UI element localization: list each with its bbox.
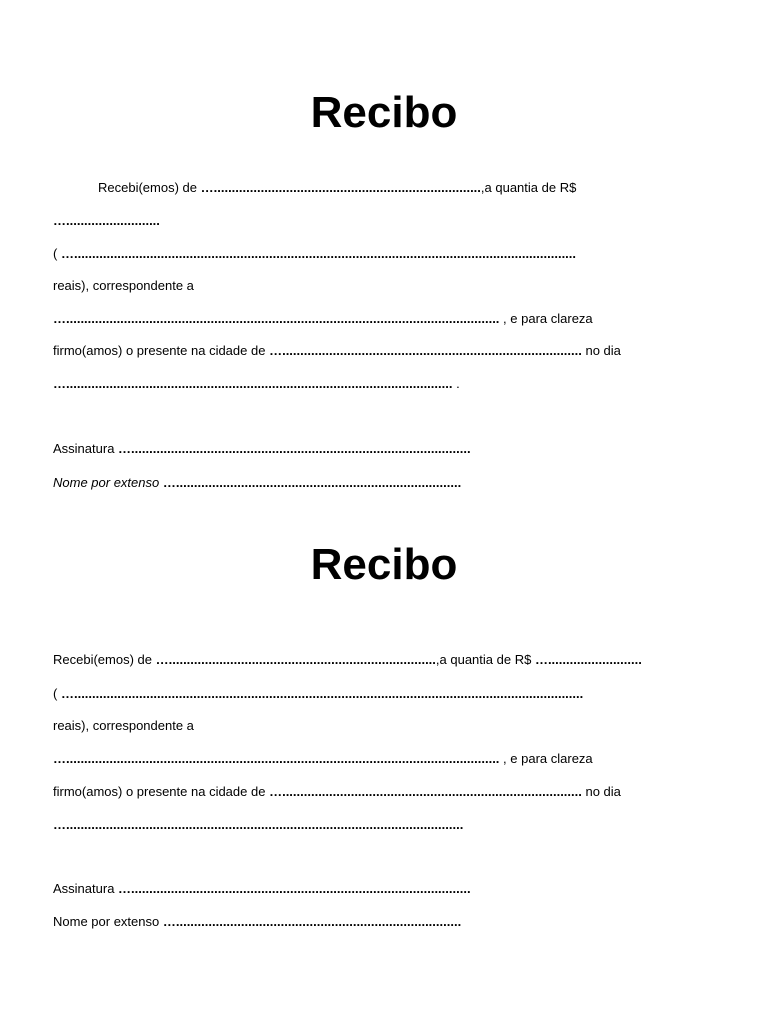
open-paren: ( <box>53 686 58 701</box>
period: . <box>456 376 460 391</box>
purpose-blank[interactable]: …........................................................................................................................ <box>53 311 500 326</box>
city-blank[interactable]: …................................................................................... <box>269 343 582 358</box>
receipt-2-title: Recibo <box>310 540 458 589</box>
receipt-1-line-7 <box>53 376 460 392</box>
receipt-2-line-3 <box>53 686 583 702</box>
receipt-1-line-2 <box>53 213 160 229</box>
amount-label: ,a quantia de R$ <box>480 180 577 195</box>
amount-blank[interactable]: ….......................... <box>53 213 160 228</box>
name-label: Nome por extenso <box>53 914 160 929</box>
receipt-2-signature <box>53 881 471 897</box>
amount-blank[interactable]: ….......................... <box>534 652 642 667</box>
amount-label: ,a quantia de R$ <box>435 652 532 667</box>
clarity-text: , e para clareza <box>503 311 593 326</box>
receipt-1-signature <box>53 441 471 457</box>
receipt-1-line-3 <box>53 246 576 262</box>
day-label: no dia <box>585 343 621 358</box>
city-blank[interactable]: …................................................................................... <box>269 784 582 799</box>
date-blank[interactable]: …........................................................................................................... <box>53 376 453 391</box>
signature-blank[interactable]: ….............................................................................................. <box>118 881 471 896</box>
payer-blank[interactable]: ….......................................................................... <box>200 180 481 195</box>
clarity-text: , e para clareza <box>503 751 593 766</box>
payer-label: Recebi(emos) de <box>53 652 152 667</box>
receipt-1-title: Recibo <box>310 88 458 137</box>
city-label: firmo(amos) o presente na cidade de <box>53 784 266 799</box>
receipt-2-line-4: reais), correspondente a <box>53 718 194 733</box>
receipt-2-line-7 <box>53 817 463 833</box>
signature-blank[interactable]: ….............................................................................................. <box>118 441 471 456</box>
receipt-1-line-5 <box>53 311 593 327</box>
receipt-1-line-4: reais), correspondente a <box>53 278 194 293</box>
amount-words-blank[interactable]: …........................................................................................................................................... <box>60 246 577 261</box>
day-label: no dia <box>585 784 621 799</box>
open-paren: ( <box>53 246 58 261</box>
receipt-2-line-5 <box>53 751 593 767</box>
signature-label: Assinatura <box>53 441 115 456</box>
payer-blank[interactable]: ….......................................................................... <box>155 652 436 667</box>
receipt-2-line-1 <box>53 652 642 668</box>
signature-label: Assinatura <box>53 881 115 896</box>
date-blank[interactable]: ….............................................................................................................. <box>53 817 464 832</box>
payer-label: Recebi(emos) de <box>98 180 197 195</box>
receipt-2-name <box>53 914 461 930</box>
name-blank[interactable]: …............................................................................... <box>162 914 462 929</box>
city-label: firmo(amos) o presente na cidade de <box>53 343 266 358</box>
receipt-1-line-1 <box>98 180 576 196</box>
receipt-1-line-6 <box>53 343 621 359</box>
name-blank[interactable]: …............................................................................... <box>162 475 462 490</box>
receipt-1-name <box>53 475 461 491</box>
name-label: Nome por extenso <box>53 475 160 490</box>
amount-words-blank[interactable]: …............................................................................................................................................. <box>60 686 584 701</box>
receipt-2-line-6 <box>53 784 621 800</box>
purpose-blank[interactable]: …........................................................................................................................ <box>53 751 500 766</box>
